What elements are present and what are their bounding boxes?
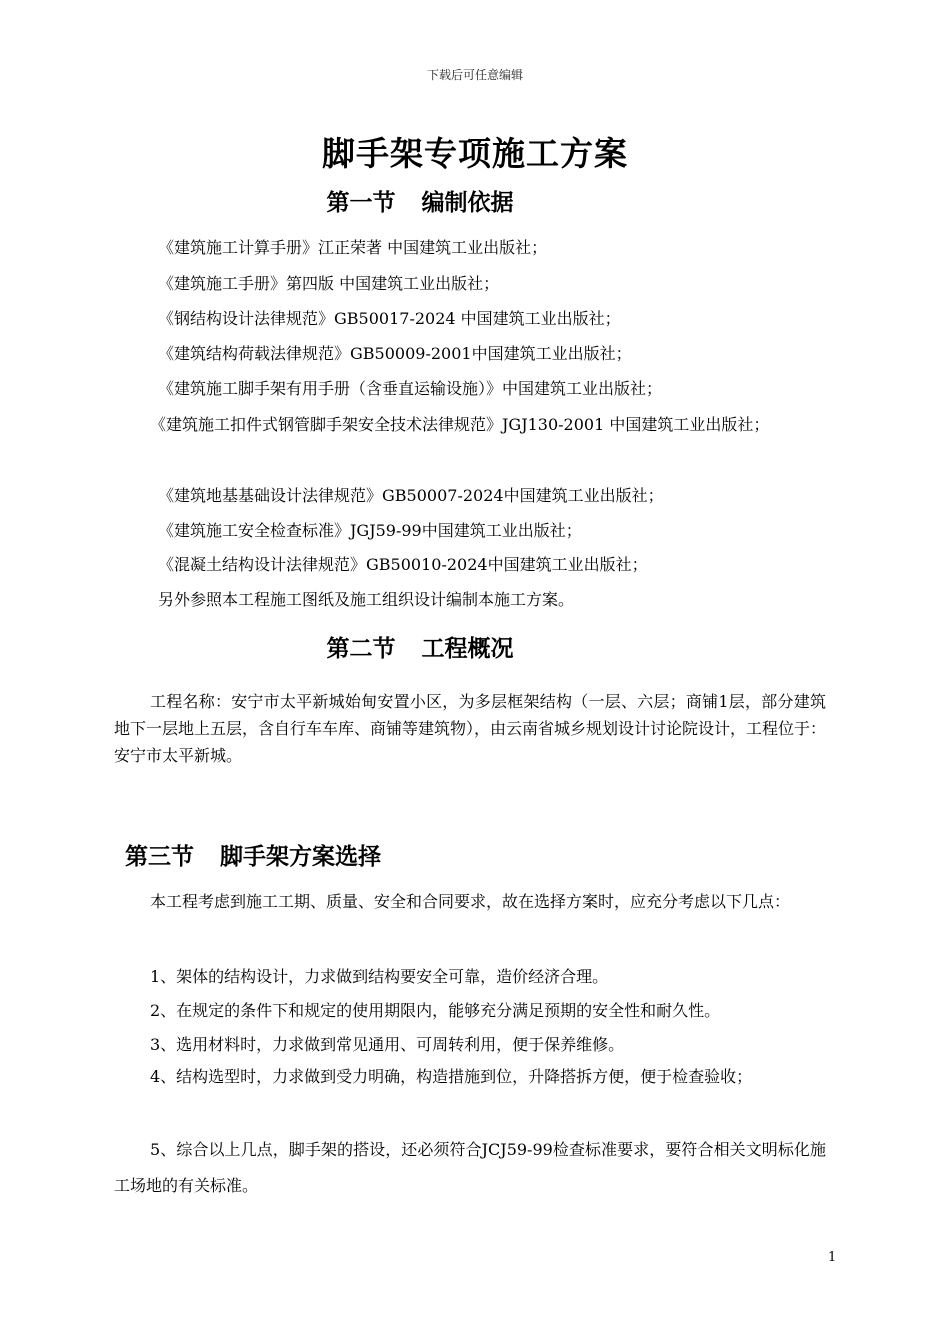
section1-heading [0,184,840,217]
header-note: 下载后可任意编辑 [426,68,523,82]
section1-name: 编制依据 [421,189,514,216]
reference-item: 《建筑结构荷载法律规范》GB50009-2001中国建筑工业出版社； [158,344,632,363]
reference-item: 《钢结构设计法律规范》GB50017-2024 中国建筑工业出版社； [158,309,621,328]
reference-item: 《建筑施工手册》第四版 中国建筑工业出版社； [158,274,500,293]
section2-name: 工程概况 [421,635,514,662]
section3-name: 脚手架方案选择 [220,843,381,870]
reference-item: 《建筑施工安全检查标准》JGJ59-99中国建筑工业出版社； [158,521,582,540]
reference-note: 另外参照本工程施工图纸及施工组织设计编制本施工方案。 [158,590,575,609]
scheme-point: 2、在规定的条件下和规定的使用期限内，能够充分满足预期的安全性和耐久性。 [150,1001,721,1020]
reference-item: 《建筑地基基础设计法律规范》GB50007-2024中国建筑工业出版社； [158,486,664,505]
reference-item: 《混凝土结构设计法律规范》GB50010-2024中国建筑工业出版社； [158,555,648,574]
project-overview-paragraph: 工程名称：安宁市太平新城始甸安置小区，为多层框架结构（一层、六层；商铺1层，部分建筑地下一层地上五层，含自行车车库、商铺等建筑物），由云南省城乡规划设计讨论院设计，工程位于：安宁市太平新城。 [114,692,827,765]
reference-item: 《建筑施工脚手架有用手册（含垂直运输设施）》中国建筑工业出版社； [158,379,663,398]
section2-number: 第二节 [326,635,396,662]
scheme-point: 1、架体的结构设计，力求做到结构要安全可靠，造价经济合理。 [150,967,609,986]
section3-heading [125,838,381,871]
section2-heading [0,630,840,663]
scheme-point: 3、选用材料时，力求做到常见通用、可周转利用，便于保养维修。 [150,1035,625,1054]
section1-number: 第一节 [326,189,396,216]
section3-number: 第三节 [125,843,194,870]
page-number: 1 [828,1250,837,1265]
reference-item-long: 《建筑施工扣件式钢管脚手架安全技术法律规范》JGJ130-2001 中国建筑工业出版社； [150,415,770,434]
scheme-point-long: 4、结构选型时，力求做到受力明确，构造措施到位，升降搭拆方便，便于检查验收； [150,1067,753,1086]
scheme-point-long: 5、综合以上几点，脚手架的搭设，还必须符合JCJ59-99检查标准要求，要符合相关文明标化施工场地的有关标准。 [114,1140,826,1195]
document-title: 脚手架专项施工方案 [322,134,628,173]
reference-item: 《建筑施工计算手册》江正荣著 中国建筑工业出版社； [158,238,548,257]
scheme-intro-paragraph: 本工程考虑到施工工期、质量、安全和合同要求，故在选择方案时，应充分考虑以下几点： [150,892,791,911]
